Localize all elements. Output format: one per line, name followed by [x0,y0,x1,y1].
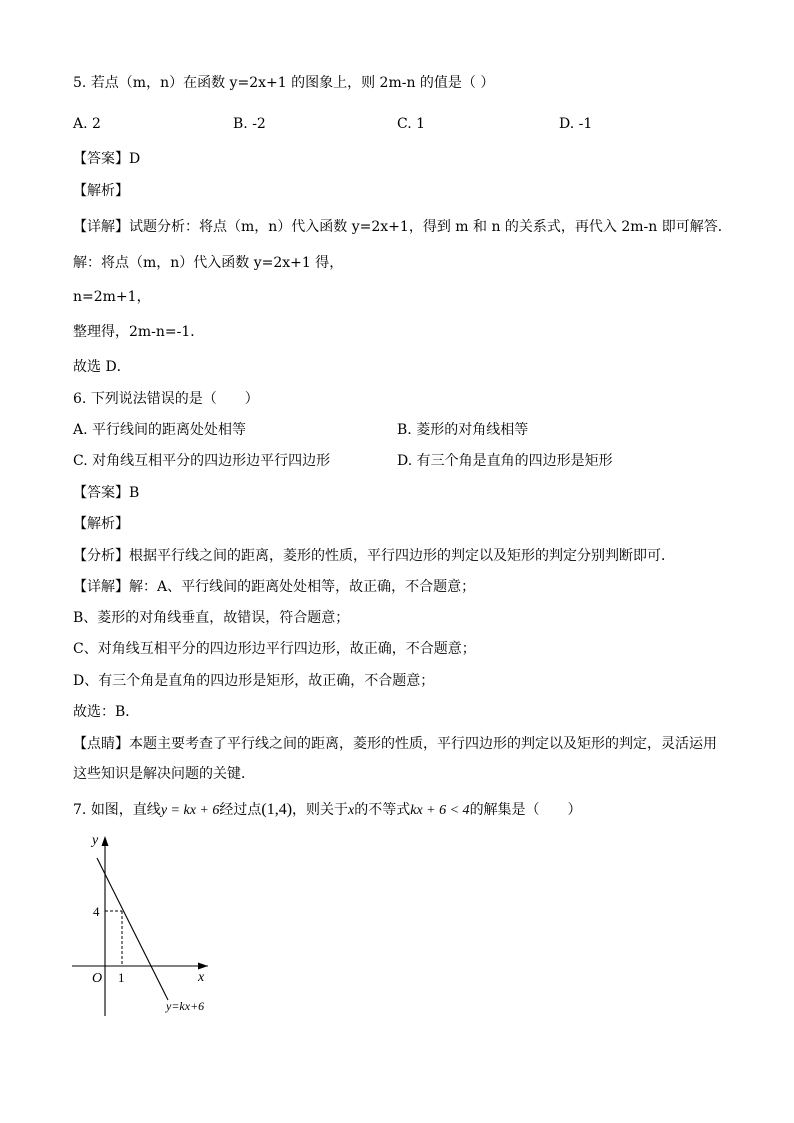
q5-stem [73,74,494,92]
q6-detail-line-3: C、对角线互相平分的四边形边平行四边形，故正确，不合题意； [73,641,476,657]
q5-detail-label: 【详解】 [73,219,129,235]
q5-solution-line-4: 故选 D． [73,359,131,375]
q7-number: 7. [73,802,87,818]
q5-solution-line-2: n=2m+1， [73,289,151,305]
q6-answer-label: 【答案】 [73,485,129,501]
q7-inequality: kx + 6 < 4 [410,803,470,818]
q7-stem-part-2: 经过点 [219,802,262,818]
q7-stem-part-3: ，则关于 [292,802,349,818]
q7-line-equation: y = kx + 6 [160,803,220,818]
q5-stem-text: 若点（m，n）在函数 y=2x+1 的图象上，则 2m-n 的值是（ ） [90,75,495,91]
q5-analysis-label: 【解析】 [73,183,129,199]
q5-option-a: A. 2 [73,116,101,132]
q6-answer [73,484,139,502]
q7-stem-part-4: 的不等式 [354,802,411,818]
q5-answer-label: 【答案】 [73,151,129,167]
line-y-kx-6 [97,858,168,1000]
x-tick-label: 1 [118,970,125,985]
q6-stem [73,390,259,408]
q6-fenxi-label: 【分析】 [73,548,129,564]
q5-option-d: D. -1 [559,116,593,132]
q6-fenxi-text: 根据平行线之间的距离，菱形的性质，平行四边形的判定以及矩形的判定分别判断即可． [129,548,675,564]
q7-point: (1,4) [261,801,293,818]
q6-fenxi [73,547,675,565]
q6-analysis-label: 【解析】 [73,516,129,532]
q6-option-a: A. 平行线间的距离处处相等 [73,422,247,438]
q5-answer-value: D [129,151,141,167]
q6-dianjing [73,735,717,753]
q6-detail-line-5: 故选：B． [73,704,140,720]
q6-dianjing-text-2: 这些知识是解决问题的关键． [73,766,255,782]
q6-number: 6. [73,391,87,407]
q6-answer-value: B [129,485,140,501]
q5-option-c: C. 1 [397,116,426,132]
q7-variable: x [348,803,355,818]
y-axis-arrow [102,836,109,846]
q6-detail-line-4: D、有三个角是直角的四边形是矩形，故正确，不合题意； [73,673,435,689]
q5-detail-text: 试题分析：将点（m，n）代入函数 y=2x+1，得到 m 和 n 的关系式，再代入 2m-n 即可解答． [129,219,732,235]
q5-option-b: B. -2 [233,116,266,132]
q6-detail-line-2: B、菱形的对角线垂直，故错误，符合题意； [73,610,350,626]
x-axis-arrow [198,963,208,970]
q6-dianjing-label: 【点睛】 [73,736,129,752]
q7-stem [73,801,582,820]
q7-stem-part-5: 的解集是（ ） [469,802,582,818]
q5-detail [73,218,732,236]
q6-option-b: B. 菱形的对角线相等 [397,422,529,438]
q6-detail-label: 【详解】 [73,579,129,595]
q6-dianjing-text-1: 本题主要考查了平行线之间的距离，菱形的性质，平行四边形的判定以及矩形的判定，灵活运用 [129,736,717,752]
q5-number: 5. [73,75,87,91]
x-axis-label: x [198,970,205,985]
q7-stem-part-1: 如图，直线 [90,802,161,818]
q5-solution-line-1: 解：将点（m，n）代入函数 y=2x+1 得， [73,255,344,271]
q7-figure [62,828,232,1023]
q6-option-c: C. 对角线互相平分的四边形边平行四边形 [73,453,331,469]
line-label: y=kx+6 [166,999,205,1013]
q5-solution-line-3: 整理得，2m-n=-1． [73,324,205,340]
y-tick-label: 4 [93,904,100,919]
y-axis-label: y [92,833,99,848]
q6-detail-line-1: 解：A、平行线间的距离处处相等，故正确，不合题意； [129,579,476,595]
origin-label: O [92,971,103,986]
q5-answer [73,150,140,168]
q6-stem-text: 下列说法错误的是（ ） [90,391,259,407]
q6-detail [73,578,475,596]
q6-option-d: D. 有三个角是直角的四边形是矩形 [397,453,613,469]
